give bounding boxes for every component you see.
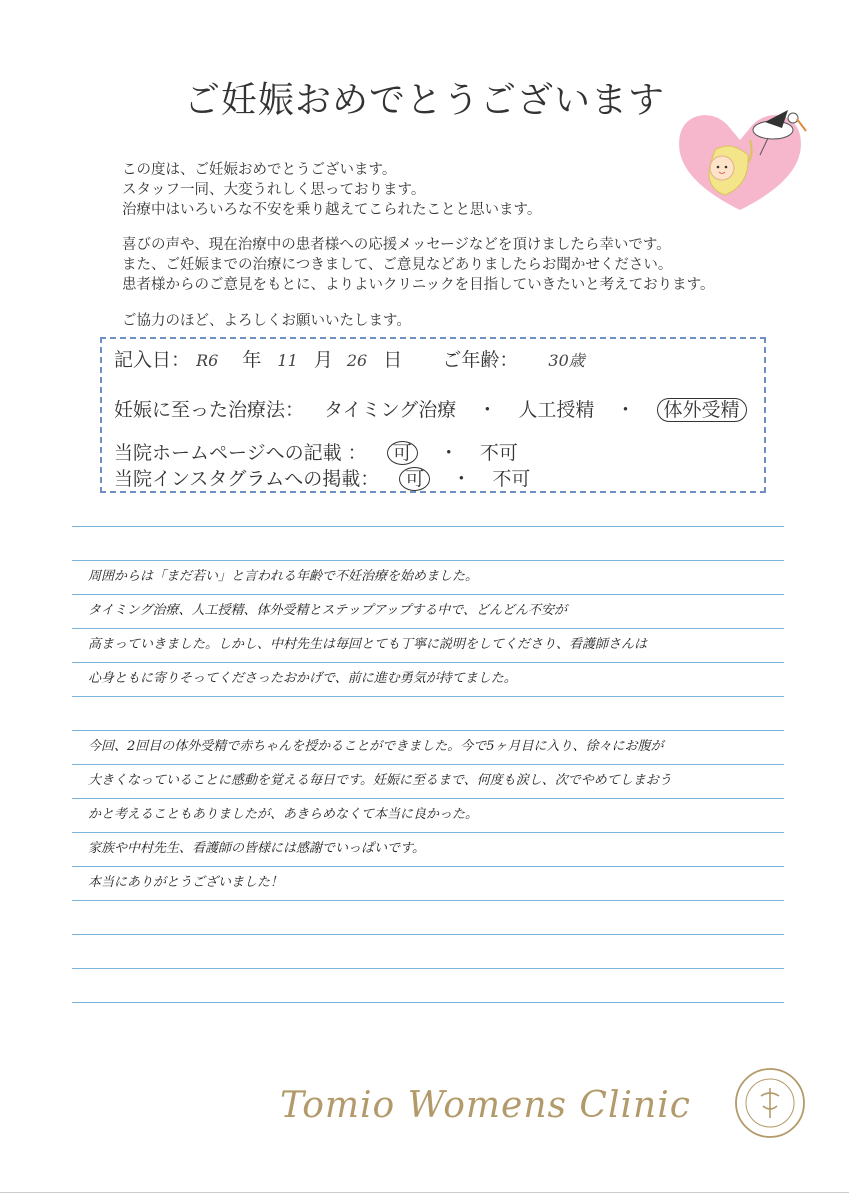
treatment-option-ivf-selected[interactable]: 体外受精 <box>657 398 747 422</box>
ruled-line <box>72 1002 784 1003</box>
date-age-row <box>114 345 585 372</box>
day-unit: 日 <box>383 349 403 371</box>
ruled-line <box>72 900 784 901</box>
treatment-label: 妊娠に至った治療法： <box>114 399 305 421</box>
intro-line: 患者様からのご意見をもとに、よりよいクリニックを目指していきたいと考えております。 <box>122 277 715 293</box>
treatment-row <box>114 395 747 422</box>
message-line: タイミング治療、人工授精、体外受精とステップアップする中で、どんどん不安が <box>88 603 568 618</box>
intro-line: この度は、ご妊娠おめでとうございます。 <box>122 162 397 178</box>
message-line: 家族や中村先生、看護師の皆様には感謝でいっぱいです。 <box>88 841 425 856</box>
intro-line: 治療中はいろいろな不安を乗り越えてこられたことと思います。 <box>122 202 542 218</box>
intro-line: ご協力のほど、よろしくお願いいたします。 <box>122 313 411 329</box>
handwritten-message <box>88 560 778 900</box>
message-line: 心身ともに寄りそってくださったおかげで、前に進む勇気が持てました。 <box>88 671 517 686</box>
instagram-consent-row <box>114 464 530 491</box>
message-line: 高まっていきました。しかし、中村先生は毎回とても丁寧に説明をしてくださり、看護師さんは <box>88 637 648 652</box>
clinic-logo-text: Tomio Womens Clinic <box>280 1085 691 1126</box>
homepage-label: 当院ホームページへの記載 ： <box>114 442 367 464</box>
instagram-label: 当院インスタグラムへの掲載： <box>114 468 380 490</box>
month-unit: 月 <box>313 349 333 371</box>
separator: ・ <box>615 399 635 421</box>
homepage-deny[interactable]: 不可 <box>479 442 518 464</box>
instagram-deny[interactable]: 不可 <box>492 468 531 490</box>
intro-paragraph-1 <box>122 160 541 220</box>
stork-baby-illustration <box>670 100 810 215</box>
date-year-value[interactable]: R6 <box>196 351 219 370</box>
age-label: ご年齢： <box>442 349 519 371</box>
intro-line: スタッフ一同、大変うれしく思っております。 <box>122 182 426 198</box>
age-value[interactable]: 30歳 <box>548 351 585 370</box>
instagram-allow-selected[interactable]: 可 <box>399 467 430 491</box>
page-title: ご妊娠おめでとうございます <box>183 80 665 121</box>
date-month-value[interactable]: 11 <box>277 351 298 370</box>
date-day-value[interactable]: 26 <box>346 351 368 370</box>
homepage-allow-selected[interactable]: 可 <box>387 441 418 465</box>
message-line: かと考えることもありましたが、あきらめなくて本当に良かった。 <box>88 807 479 822</box>
separator: ・ <box>477 399 497 421</box>
treatment-option-iui[interactable]: 人工授精 <box>518 399 595 421</box>
ruled-line <box>72 968 784 969</box>
intro-line: また、ご妊娠までの治療につきまして、ご意見などありましたらお聞かせください。 <box>122 257 673 273</box>
ruled-line <box>72 934 784 935</box>
clinic-seal-icon <box>733 1066 807 1140</box>
ruled-line <box>72 526 784 527</box>
intro-paragraph-2 <box>122 235 714 295</box>
intro-line: 喜びの声や、現在治療中の患者様への応援メッセージなどを頂けましたら幸いです。 <box>122 237 671 253</box>
message-line: 今回、2回目の体外受精で赤ちゃんを授かることができました。今で5ヶ月目に入り、徐々にお腹が <box>88 739 664 754</box>
message-line: 大きくなっていることに感動を覚える毎日です。妊娠に至るまで、何度も涙し、次でやめてしまおう <box>88 773 672 788</box>
paragraph-gap <box>88 696 778 730</box>
year-unit: 年 <box>242 349 262 371</box>
message-line: 本当にありがとうございました！ <box>88 875 284 890</box>
bottom-rule <box>0 1192 849 1193</box>
separator: ・ <box>439 442 459 464</box>
homepage-consent-row <box>114 438 518 465</box>
separator: ・ <box>451 468 471 490</box>
intro-paragraph-3 <box>122 311 411 331</box>
date-label: 記入日： <box>114 349 191 371</box>
survey-form-box <box>100 337 766 493</box>
treatment-option-timing[interactable]: タイミング治療 <box>324 399 457 421</box>
message-line: 周囲からは「まだ若い」と言われる年齢で不妊治療を始めました。 <box>88 569 479 584</box>
